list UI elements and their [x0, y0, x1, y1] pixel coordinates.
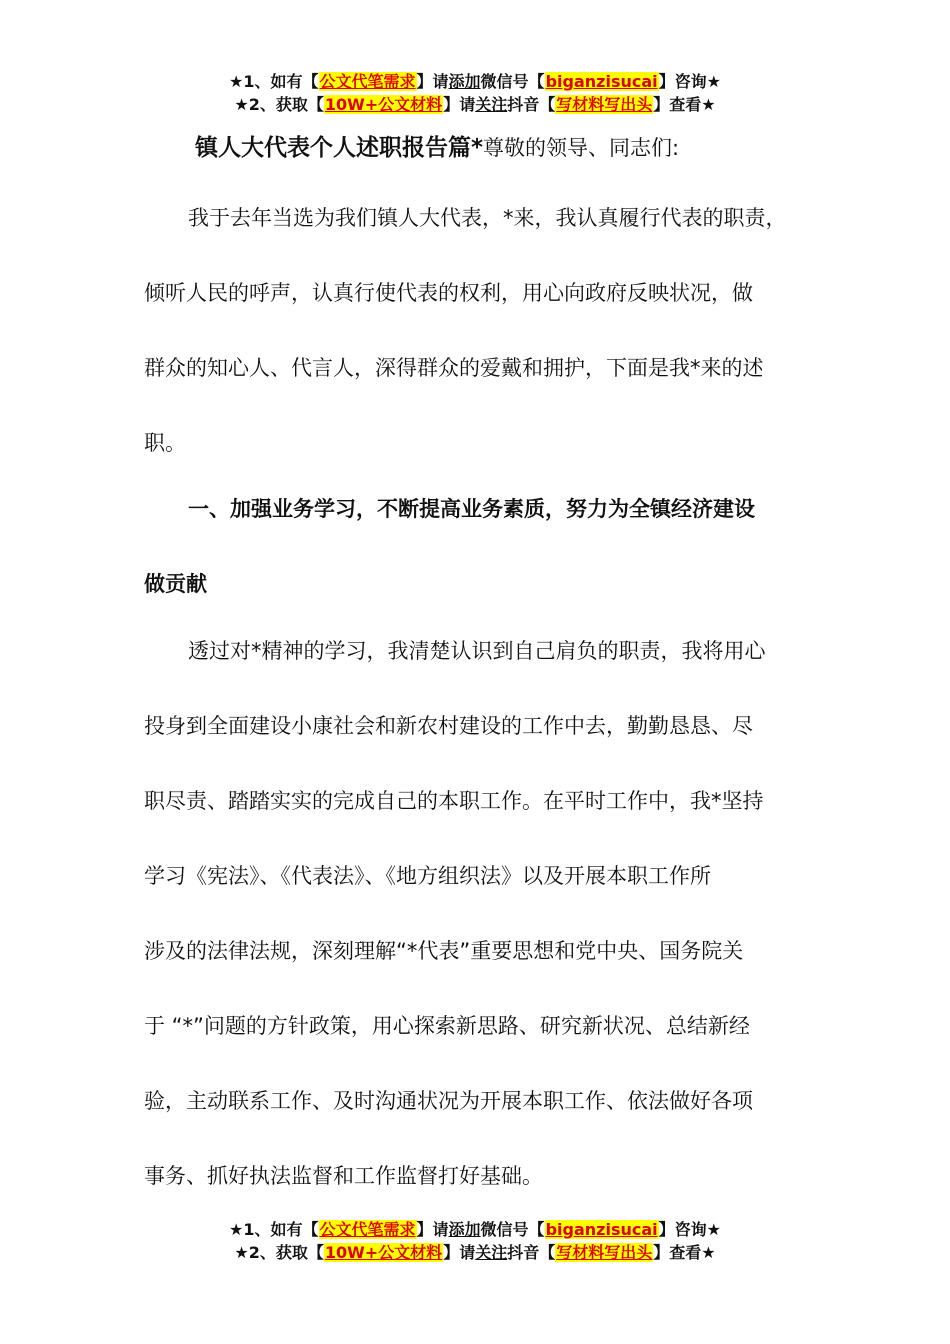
promo-text: 】咨询★: [658, 72, 721, 91]
text-line: 我于去年当选为我们镇人大代表，*来，我认真履行代表的职责，: [188, 206, 787, 230]
promo-text: 】咨询★: [658, 1220, 721, 1239]
promo-text: 微信号【: [480, 72, 545, 91]
promo-highlight: 写材料写出头: [556, 1243, 653, 1262]
heading-line: 做贡献: [144, 572, 207, 596]
promo-text: 微信号【: [480, 1220, 545, 1239]
promo-text: 】查看★: [653, 1243, 716, 1262]
promo-text: ★1、如有【: [229, 72, 319, 91]
text-line: 职。: [144, 431, 186, 455]
promo-highlight: biganzisucai: [545, 1220, 658, 1239]
section-heading: [144, 472, 834, 622]
promo-banner-bottom: [0, 1218, 950, 1264]
promo-banner-top: [0, 70, 950, 116]
promo-underline-text: 添加: [448, 72, 481, 91]
promo-line-1: [0, 70, 950, 93]
text-line: 透过对*精神的学习，我清楚认识到自己肩负的职责，我将用心: [188, 639, 766, 663]
paragraph-study: [144, 614, 834, 1214]
text-line: 涉及的法律法规，深刻理解“*代表”重要思想和党中央、国务院关: [144, 939, 744, 963]
promo-text: 】请: [443, 1243, 476, 1262]
paragraph-intro: [144, 181, 834, 481]
promo-text: 抖音【: [507, 95, 556, 114]
promo-highlight: 公文代笔需求: [319, 72, 416, 91]
text-line: 于 “*”问题的方针政策，用心探索新思路、研究新状况、总结新经: [144, 1014, 750, 1038]
promo-text: 】请: [416, 1220, 449, 1239]
promo-highlight: 写材料写出头: [556, 95, 653, 114]
promo-underline-text: 添加: [448, 1220, 481, 1239]
promo-line-1: [0, 1218, 950, 1241]
promo-highlight: 公文代笔需求: [319, 1220, 416, 1239]
promo-text: 】请: [443, 95, 476, 114]
title-row: [195, 130, 679, 166]
promo-line-2: [0, 1241, 950, 1264]
promo-underline-text: 关注: [475, 95, 508, 114]
text-line: 学习《宪法》、《代表法》、《地方组织法》以及开展本职工作所: [144, 864, 711, 888]
text-line: 投身到全面建设小康社会和新农村建设的工作中去，勤勤恳恳、尽: [144, 714, 753, 738]
promo-highlight: 10W+公文材料: [324, 1243, 443, 1262]
greeting: 尊敬的领导、同志们:: [483, 136, 680, 160]
promo-highlight: 10W+公文材料: [324, 95, 443, 114]
text-line: 群众的知心人、代言人，深得群众的爱戴和拥护，下面是我*来的述: [144, 356, 764, 380]
promo-text: 抖音【: [507, 1243, 556, 1262]
promo-text: 】请: [416, 72, 449, 91]
promo-text: ★1、如有【: [229, 1220, 319, 1239]
promo-text: ★2、获取【: [234, 95, 324, 114]
promo-highlight: biganzisucai: [545, 72, 658, 91]
promo-text: 】查看★: [653, 95, 716, 114]
text-line: 事务、抓好执法监督和工作监督打好基础。: [144, 1164, 543, 1188]
promo-text: ★2、获取【: [234, 1243, 324, 1262]
heading-line: 一、加强业务学习，不断提高业务素质，努力为全镇经济建设: [188, 497, 755, 521]
text-line: 倾听人民的呼声，认真行使代表的权利，用心向政府反映状况，做: [144, 281, 753, 305]
text-line: 职尽责、踏踏实实的完成自己的本职工作。在平时工作中，我*坚持: [144, 789, 764, 813]
promo-line-2: [0, 93, 950, 116]
promo-underline-text: 关注: [475, 1243, 508, 1262]
text-line: 验，主动联系工作、及时沟通状况为开展本职工作、依法做好各项: [144, 1089, 753, 1113]
document-title: 镇人大代表个人述职报告篇*: [195, 135, 484, 161]
